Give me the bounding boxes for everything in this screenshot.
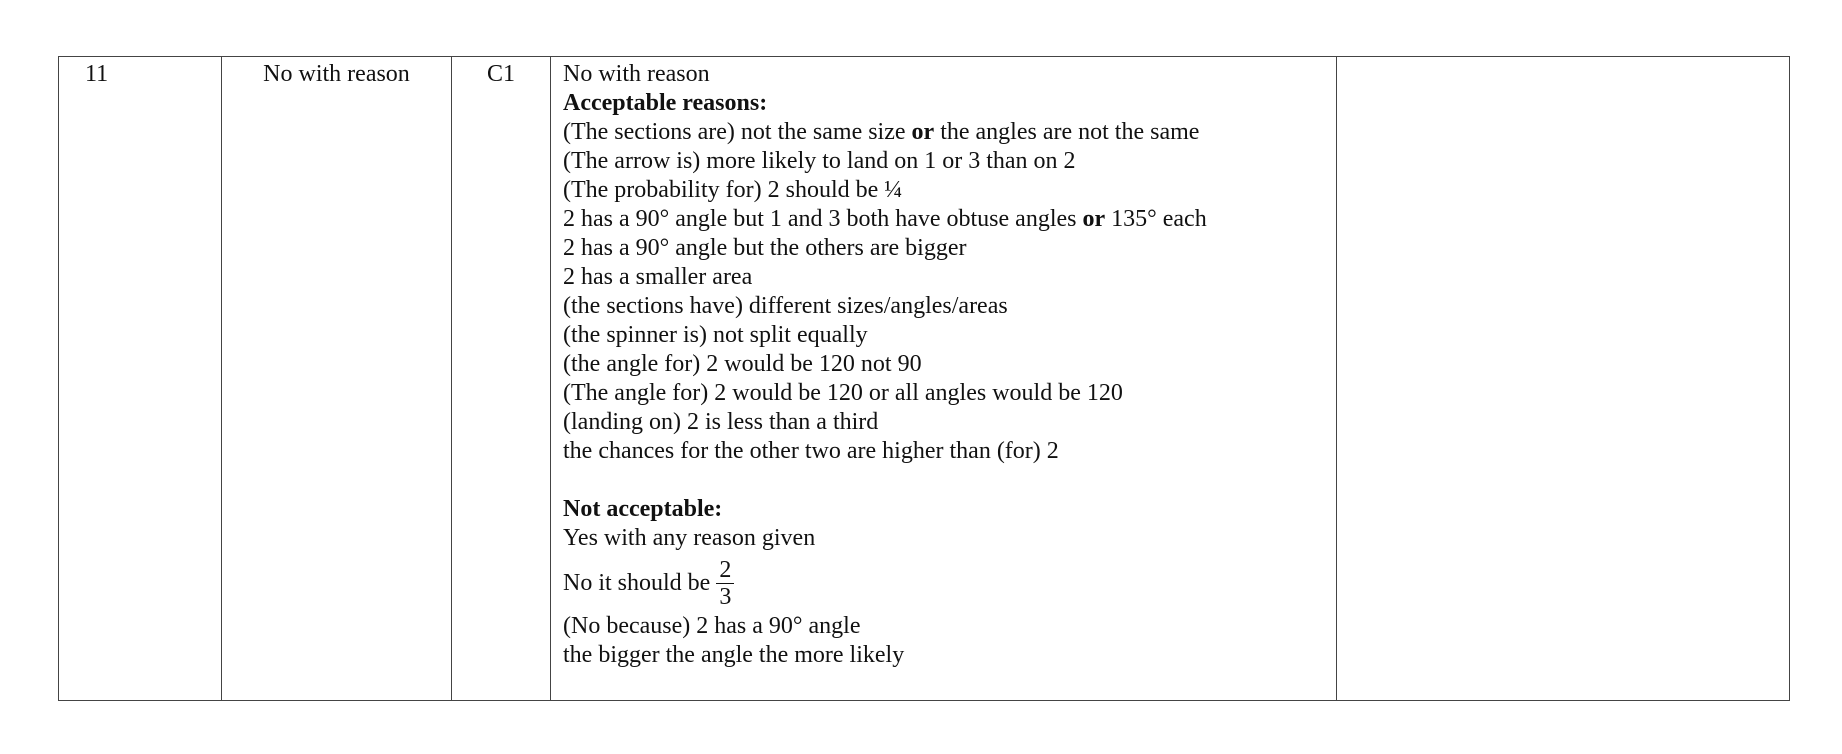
reason-7: (the sections have) different sizes/angles/areas: [563, 293, 1008, 319]
reason-9: (the angle for) 2 would be 120 not 90: [563, 351, 922, 377]
reason-12: the chances for the other two are higher than (for) 2: [563, 438, 1059, 464]
not-acceptable-1: Yes with any reason given: [563, 525, 816, 551]
reason-4-part-b: 135° each: [1105, 206, 1207, 232]
guidance-content: [551, 57, 1336, 670]
question-number: 11: [85, 61, 109, 87]
table-row: [59, 57, 1790, 701]
reason-4: [563, 205, 1336, 234]
not-acceptable-title: Not acceptable:: [563, 496, 723, 522]
mark-cell: [452, 57, 551, 701]
reason-11: (landing on) 2 is less than a third: [563, 409, 879, 435]
spacer: [563, 466, 1336, 495]
not-acceptable-4: the bigger the angle the more likely: [563, 642, 905, 668]
reason-1-or: or: [911, 119, 935, 145]
reason-1: [563, 118, 1336, 147]
guidance-heading: No with reason: [563, 61, 710, 87]
reason-4-part-a: 2 has a 90° angle but 1 and 3 both have obtuse angles: [563, 206, 1083, 232]
reason-5: 2 has a 90° angle but the others are bigger: [563, 235, 967, 261]
fraction: [716, 557, 734, 610]
guidance-cell: [551, 57, 1337, 701]
acceptable-reasons-title: Acceptable reasons:: [563, 90, 768, 116]
reason-1-part-a: (The sections are) not the same size: [563, 119, 912, 145]
reason-8: (the spinner is) not split equally: [563, 322, 868, 348]
reason-2: (The arrow is) more likely to land on 1 or 3 than on 2: [563, 148, 1076, 174]
not-acceptable-2-text: No it should be: [563, 569, 711, 596]
answer-text: No with reason: [263, 61, 410, 87]
fraction-denominator: 3: [719, 583, 732, 610]
mark-scheme-table: [58, 56, 1790, 701]
reason-10: (The angle for) 2 would be 120 or all angles would be 120: [563, 380, 1123, 406]
answer-cell: [222, 57, 452, 701]
reason-4-or: or: [1082, 206, 1106, 232]
not-acceptable-2: [563, 554, 1336, 612]
mark-code: C1: [486, 61, 515, 87]
reason-6: 2 has a smaller area: [563, 264, 753, 290]
fraction-numerator: 2: [716, 557, 734, 584]
not-acceptable-3: (No because) 2 has a 90° angle: [563, 613, 861, 639]
question-number-cell: [59, 57, 222, 701]
reason-1-part-b: the angles are not the same: [934, 119, 1200, 145]
reason-3: (The probability for) 2 should be ¼: [563, 177, 903, 203]
additional-guidance-cell: [1337, 57, 1790, 701]
